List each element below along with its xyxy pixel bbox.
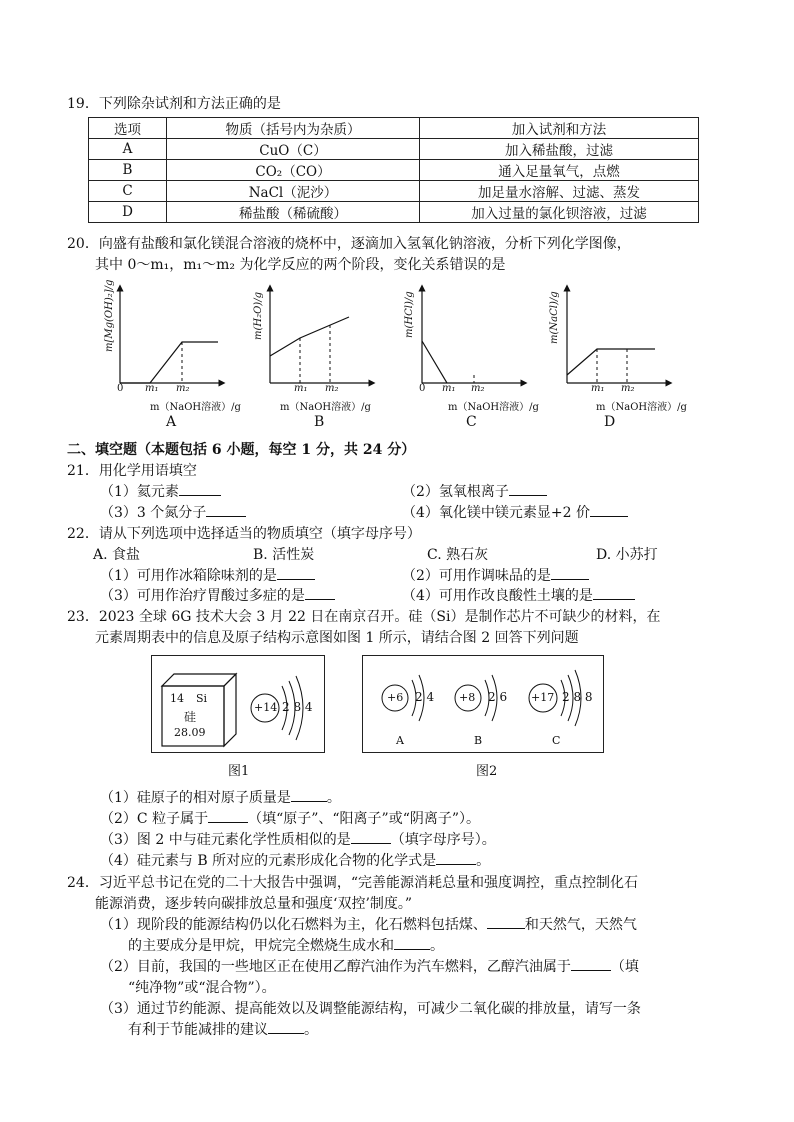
table-header: 加入试剂和方法 [420, 118, 699, 139]
q23-item-2: （2）C 粒子属于 （填“原子”、“阳离子”或“阴离子”）。 [100, 811, 481, 827]
graph-b [250, 283, 380, 397]
element-mass: 28.09 [174, 726, 206, 739]
graph-d-m1: m₁ [591, 383, 605, 394]
q24-line1: 24．习近平总书记在党的二十大报告中强调，“完善能源消耗总量和强度调控，重点控制化石 [67, 875, 638, 891]
q24-item-2-cont: “纯净物”或“混合物”）。 [128, 980, 276, 996]
graph-c-label: C [466, 414, 477, 430]
q19-stem: 19．下列除杂试剂和方法正确的是 [67, 96, 281, 112]
graph-b-plot [250, 283, 380, 393]
graph-c-ylabel: m(HCl)/g [404, 291, 415, 338]
q22-option-a: A. 食盐 [93, 547, 141, 563]
graph-c-m1: m₁ [442, 383, 456, 394]
graph-a-origin: 0 [117, 383, 124, 394]
q23-line2: 元素周期表中的信息及原子结构示意图如图 1 所示，请结合图 2 回答下列问题 [95, 630, 579, 646]
graph-c-plot [402, 283, 532, 393]
table-row [89, 160, 699, 181]
table-cell: NaCl（泥沙） [167, 181, 420, 202]
q21-item-2: （2）氢氧根离子 [402, 481, 547, 501]
graph-a-ylabel: m[Mg(OH)₂]/g [104, 279, 115, 352]
q22-option-b: B. 活性炭 [253, 547, 315, 563]
q20-line1: 20．向盛有盐酸和氯化镁混合溶液的烧杯中，逐滴加入氢氧化钠溶液，分析下列化学图像， [67, 236, 631, 252]
q20-line2: 其中 0～m₁，m₁～m₂ 为化学反应的两个阶段，变化关系错误的是 [95, 257, 506, 273]
figure-1 [151, 655, 325, 753]
graph-c-origin: 0 [419, 383, 426, 394]
q23-item-1: （1）硅原子的相对原子质量是 。 [100, 790, 341, 806]
graph-b-m1: m₁ [294, 383, 308, 394]
atom-a-shells: 2 4 [415, 690, 435, 704]
graph-a-plot [100, 283, 230, 393]
q22-item-2: （2）可用作调味品的是 [402, 565, 589, 585]
q24-item-3-cont: 有利于节能减排的建议 。 [128, 1022, 318, 1038]
q22-item-4: （4）可用作改良酸性土壤的是 [402, 585, 635, 605]
si-nucleus: +14 [254, 701, 278, 714]
q22-option-d: D. 小苏打 [596, 547, 658, 563]
atom-b-nucleus: +8 [459, 691, 476, 704]
table-cell: C [89, 181, 167, 202]
table-cell: 加入过量的氯化钡溶液，过滤 [420, 202, 699, 223]
table-cell: A [89, 139, 167, 160]
atom-c-nucleus: +17 [531, 691, 555, 704]
table-cell: CO₂（CO） [167, 160, 420, 181]
table-cell: 加足量水溶解、过滤、蒸发 [420, 181, 699, 202]
graph-c [402, 283, 532, 397]
graph-c-m2: m₂ [471, 383, 485, 394]
q24-line2: 能源消费，逐步转向碳排放总量和强度‘双控’制度。” [95, 896, 413, 912]
table-cell: D [89, 202, 167, 223]
element-symbol: Si [196, 692, 208, 705]
q22-item-1: （1）可用作冰箱除味剂的是 [100, 565, 315, 585]
q24-item-1: （1）现阶段的能源结构仍以化石燃料为主，化石燃料包括煤、 和天然气，天然气 [100, 917, 637, 933]
q21-stem: 21．用化学用语填空 [67, 463, 197, 479]
figure-2-caption: 图2 [476, 764, 498, 779]
table-cell: 通入足量氧气，点燃 [420, 160, 699, 181]
table-row [89, 139, 699, 160]
q22-stem: 22．请从下列选项中选择适当的物质填空（填字母序号） [67, 526, 421, 542]
q23-line1: 23．2023 全球 6G 技术大会 3 月 22 日在南京召开。硅（Si）是制作芯片不可缺少的材料，在 [67, 609, 661, 625]
table-row [89, 181, 699, 202]
element-name: 硅 [184, 710, 197, 724]
q22-item-3: （3）可用作治疗胃酸过多症的是 [100, 585, 335, 605]
graph-c-xlabel: m（NaOH溶液）/g [448, 402, 539, 413]
graph-d-xlabel: m（NaOH溶液）/g [596, 402, 687, 413]
graph-b-ylabel: m(H₂O)/g [253, 292, 264, 340]
q22-option-c: C. 熟石灰 [427, 547, 489, 563]
table-header: 物质（括号内为杂质） [167, 118, 420, 139]
q19-table [88, 117, 699, 223]
atom-c-shells: 2 8 8 [562, 690, 593, 704]
graph-d-plot [547, 283, 677, 393]
atom-c-label: C [552, 734, 561, 747]
graph-d-ylabel: m(NaCl)/g [549, 291, 560, 344]
graph-b-xlabel: m（NaOH溶液）/g [280, 402, 371, 413]
table-cell: CuO（C） [167, 139, 420, 160]
table-header-row [89, 118, 699, 139]
graph-b-label: B [314, 414, 325, 430]
graph-a-label: A [166, 414, 177, 430]
table-row [89, 202, 699, 223]
q21-item-4: （4）氧化镁中镁元素显+2 价 [402, 502, 628, 522]
atom-b-label: B [474, 734, 483, 747]
q23-item-4: （4）硅元素与 B 所对应的元素形成化合物的化学式是 。 [100, 853, 491, 869]
q23-item-3: （3）图 2 中与硅元素化学性质相似的是 （填字母序号）。 [100, 832, 496, 848]
q24-item-3: （3）通过节约能源、提高能效以及调整能源结构，可减少二氧化碳的排放量，请写一条 [100, 1001, 641, 1017]
graph-d-label: D [604, 414, 616, 430]
table-cell: B [89, 160, 167, 181]
atom-a-label: A [396, 734, 404, 747]
table-cell: 稀盐酸（稀硫酸） [167, 202, 420, 223]
graph-b-m2: m₂ [325, 383, 339, 394]
si-shells: 2 8 4 [282, 700, 313, 714]
table-header: 选项 [89, 118, 167, 139]
graph-a [100, 283, 230, 397]
graph-a-m2: m₂ [176, 383, 190, 394]
table-cell: 加入稀盐酸，过滤 [420, 139, 699, 160]
figure-2 [362, 655, 604, 753]
atom-b-shells: 2 6 [488, 690, 508, 704]
q21-item-3: （3）3 个氮分子 [100, 502, 246, 522]
figure-1-caption: 图1 [228, 764, 250, 779]
element-number: 14 [170, 692, 184, 705]
graph-a-m1: m₁ [145, 383, 159, 394]
q21-item-1: （1）氦元素 [100, 481, 221, 501]
atom-a-nucleus: +6 [387, 691, 404, 704]
section-title: 二、填空题（本题包括 6 小题，每空 1 分，共 24 分） [67, 442, 416, 458]
q24-item-1-cont: 的主要成分是甲烷，甲烷完全燃烧生成水和 。 [128, 938, 444, 954]
graph-d-m2: m₂ [621, 383, 635, 394]
graph-d [547, 283, 677, 397]
q24-item-2: （2）目前，我国的一些地区正在使用乙醇汽油作为汽车燃料，乙醇汽油属于 （填 [100, 959, 639, 975]
graph-a-xlabel: m（NaOH溶液）/g [150, 402, 241, 413]
